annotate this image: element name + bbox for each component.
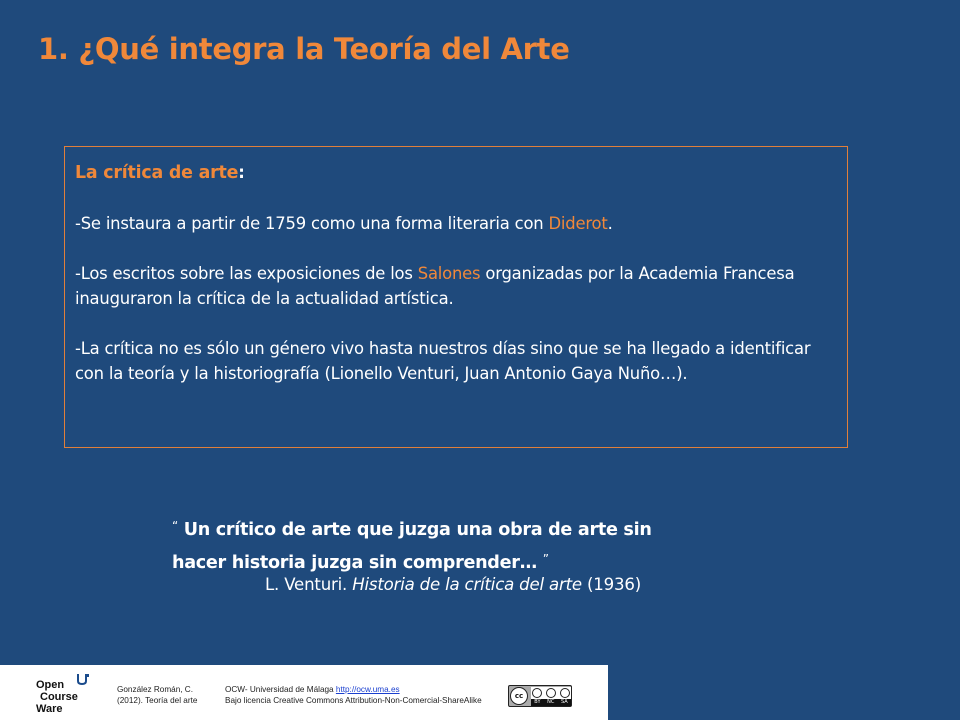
cc-labels <box>531 699 571 706</box>
quote <box>172 512 732 578</box>
footer-license-prefix: OCW- Universidad de Málaga <box>225 685 336 694</box>
quote-open-mark: “ <box>172 519 178 533</box>
paragraph-diderot-text: -Se instaura a partir de 1759 como una forma literaria con <box>75 214 549 233</box>
cc-icon: cc <box>510 687 528 705</box>
footer-author <box>117 684 197 706</box>
paragraph-salones <box>75 261 838 311</box>
footer-bar <box>0 665 608 720</box>
cc-by-icon <box>532 688 542 698</box>
box-heading-text: La crítica de arte <box>75 163 239 183</box>
attribution-author: L. Venturi. <box>265 575 353 594</box>
cc-icons <box>531 687 571 699</box>
attribution-work: Historia de la crítica del arte <box>352 575 582 594</box>
logo-word-open: Open <box>36 679 65 691</box>
attribution-year: (1936) <box>581 575 641 594</box>
paragraph-critica: -La crítica no es sólo un género vivo hasta nuestros días sino que se ha llegado a identificar con la teoría y la historiografía (Lionello Venturi, Juan Antonio Gaya Nuño…). <box>75 339 811 383</box>
cc-license-badge[interactable] <box>508 685 572 707</box>
footer-author-line-1: González Román, C. <box>117 685 193 694</box>
highlight-diderot: Diderot <box>548 214 608 233</box>
footer-license-line-1 <box>225 684 482 695</box>
paragraph-diderot-end: . <box>607 214 613 233</box>
attribution <box>265 573 641 597</box>
cc-sa-icon <box>560 688 570 698</box>
highlight-salones: Salones <box>417 264 481 283</box>
ocw-logo <box>14 671 98 717</box>
slide-title: 1. ¿Qué integra la Teoría del Arte <box>38 32 570 66</box>
quote-line-2-text: hacer historia juzga sin comprender… <box>172 553 537 573</box>
cc-nc-icon <box>546 688 556 698</box>
quote-line-1 <box>172 512 732 545</box>
cc-label-nc: NC <box>547 699 555 705</box>
logo-word-ware: Ware <box>36 703 63 715</box>
cc-label-by: BY <box>534 699 541 705</box>
paragraph-salones-text: -Los escritos sobre las exposiciones de los <box>75 264 418 283</box>
footer-license-line-2: Bajo licencia Creative Commons Attribution-Non-Comercial-ShareAlike <box>225 696 482 705</box>
paragraph-diderot <box>75 211 838 236</box>
footer-author-line-2: (2012). Teoría del arte <box>117 696 198 705</box>
quote-line-1-text: Un crítico de arte que juzga una obra de arte sin <box>183 520 652 540</box>
cc-label-sa: SA <box>560 699 568 705</box>
paragraph-salones-end: organizadas por la Academia Francesa inauguraron la crítica de la actualidad artística. <box>75 264 795 308</box>
box-heading-colon: : <box>238 163 245 182</box>
quote-close-mark: ” <box>542 552 549 566</box>
content-box <box>64 146 848 448</box>
ocw-u-icon <box>76 673 90 685</box>
ocw-link[interactable]: http://ocw.uma.es <box>335 685 400 694</box>
footer-license <box>225 684 482 706</box>
logo-word-course: Course <box>40 691 78 703</box>
box-heading <box>75 157 838 188</box>
